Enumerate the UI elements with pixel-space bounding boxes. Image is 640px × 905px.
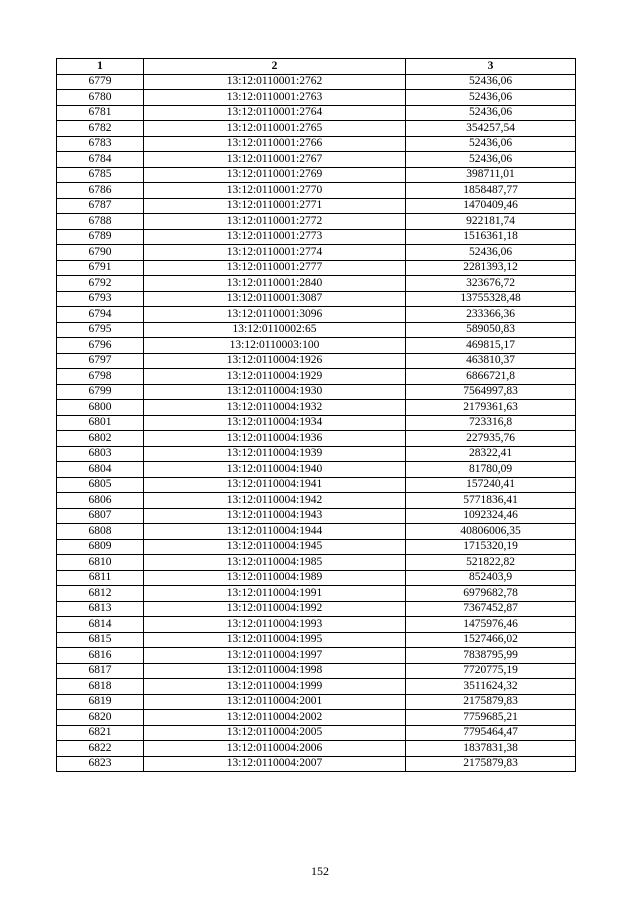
table-row xyxy=(57,198,576,214)
table-row xyxy=(57,617,576,633)
value-cell: 1516361,18 xyxy=(406,229,576,245)
value-cell: 233366,36 xyxy=(406,307,576,323)
table-body xyxy=(57,74,576,772)
value-cell: 398711,01 xyxy=(406,167,576,183)
cadastral-number-cell: 13:12:0110004:1998 xyxy=(144,663,406,679)
cadastral-number-cell: 13:12:0110004:1939 xyxy=(144,446,406,462)
table-row xyxy=(57,570,576,586)
cadastral-number-cell: 13:12:0110004:1985 xyxy=(144,555,406,571)
row-number-cell: 6805 xyxy=(57,477,144,493)
value-cell: 1715320,19 xyxy=(406,539,576,555)
row-number-cell: 6786 xyxy=(57,183,144,199)
cadastral-number-cell: 13:12:0110004:2001 xyxy=(144,694,406,710)
table-row xyxy=(57,694,576,710)
table-row xyxy=(57,756,576,772)
value-cell: 7367452,87 xyxy=(406,601,576,617)
row-number-cell: 6804 xyxy=(57,462,144,478)
cadastral-number-cell: 13:12:0110001:2777 xyxy=(144,260,406,276)
value-cell: 157240,41 xyxy=(406,477,576,493)
cadastral-number-cell: 13:12:0110001:2769 xyxy=(144,167,406,183)
table-row xyxy=(57,586,576,602)
cadastral-number-cell: 13:12:0110004:1942 xyxy=(144,493,406,509)
row-number-cell: 6812 xyxy=(57,586,144,602)
cadastral-number-cell: 13:12:0110001:2766 xyxy=(144,136,406,152)
cadastral-number-cell: 13:12:0110004:1926 xyxy=(144,353,406,369)
value-cell: 723316,8 xyxy=(406,415,576,431)
value-cell: 52436,06 xyxy=(406,74,576,90)
table-row xyxy=(57,648,576,664)
table-row xyxy=(57,710,576,726)
row-number-cell: 6796 xyxy=(57,338,144,354)
row-number-cell: 6815 xyxy=(57,632,144,648)
row-number-cell: 6792 xyxy=(57,276,144,292)
table-row xyxy=(57,555,576,571)
column-header-3: 3 xyxy=(406,59,576,75)
value-cell: 1092324,46 xyxy=(406,508,576,524)
value-cell: 1837831,38 xyxy=(406,741,576,757)
value-cell: 1475976,46 xyxy=(406,617,576,633)
cadastral-number-cell: 13:12:0110002:65 xyxy=(144,322,406,338)
value-cell: 52436,06 xyxy=(406,136,576,152)
row-number-cell: 6788 xyxy=(57,214,144,230)
table-row xyxy=(57,524,576,540)
table-row xyxy=(57,508,576,524)
row-number-cell: 6803 xyxy=(57,446,144,462)
value-cell: 521822,82 xyxy=(406,555,576,571)
row-number-cell: 6789 xyxy=(57,229,144,245)
cadastral-number-cell: 13:12:0110003:100 xyxy=(144,338,406,354)
table-row xyxy=(57,369,576,385)
table-row xyxy=(57,152,576,168)
table-row xyxy=(57,105,576,121)
row-number-cell: 6806 xyxy=(57,493,144,509)
table-row xyxy=(57,415,576,431)
row-number-cell: 6821 xyxy=(57,725,144,741)
row-number-cell: 6784 xyxy=(57,152,144,168)
row-number-cell: 6819 xyxy=(57,694,144,710)
cadastral-number-cell: 13:12:0110001:2764 xyxy=(144,105,406,121)
value-cell: 463810,37 xyxy=(406,353,576,369)
row-number-cell: 6814 xyxy=(57,617,144,633)
value-cell: 469815,17 xyxy=(406,338,576,354)
cadastral-number-cell: 13:12:0110004:2005 xyxy=(144,725,406,741)
row-number-cell: 6823 xyxy=(57,756,144,772)
page-number: 152 xyxy=(311,864,329,878)
value-cell: 2175879,83 xyxy=(406,756,576,772)
cadastral-number-cell: 13:12:0110001:2773 xyxy=(144,229,406,245)
value-cell: 922181,74 xyxy=(406,214,576,230)
row-number-cell: 6800 xyxy=(57,400,144,416)
table-row xyxy=(57,493,576,509)
row-number-cell: 6808 xyxy=(57,524,144,540)
table-row xyxy=(57,477,576,493)
table-row xyxy=(57,539,576,555)
value-cell: 3511624,32 xyxy=(406,679,576,695)
table-row xyxy=(57,74,576,90)
table-row xyxy=(57,725,576,741)
cadastral-number-cell: 13:12:0110001:2762 xyxy=(144,74,406,90)
cadastral-number-cell: 13:12:0110004:1943 xyxy=(144,508,406,524)
cadastral-number-cell: 13:12:0110004:1999 xyxy=(144,679,406,695)
table-row xyxy=(57,167,576,183)
cadastral-number-cell: 13:12:0110004:1995 xyxy=(144,632,406,648)
cadastral-number-cell: 13:12:0110004:2006 xyxy=(144,741,406,757)
value-cell: 7838795,99 xyxy=(406,648,576,664)
value-cell: 52436,06 xyxy=(406,152,576,168)
cadastral-value-table xyxy=(56,58,576,772)
row-number-cell: 6802 xyxy=(57,431,144,447)
cadastral-number-cell: 13:12:0110001:2774 xyxy=(144,245,406,261)
table-header-row xyxy=(57,59,576,75)
row-number-cell: 6797 xyxy=(57,353,144,369)
row-number-cell: 6779 xyxy=(57,74,144,90)
row-number-cell: 6816 xyxy=(57,648,144,664)
row-number-cell: 6793 xyxy=(57,291,144,307)
value-cell: 5771836,41 xyxy=(406,493,576,509)
row-number-cell: 6791 xyxy=(57,260,144,276)
table-row xyxy=(57,338,576,354)
cadastral-number-cell: 13:12:0110001:2767 xyxy=(144,152,406,168)
cadastral-number-cell: 13:12:0110004:1929 xyxy=(144,369,406,385)
row-number-cell: 6783 xyxy=(57,136,144,152)
row-number-cell: 6801 xyxy=(57,415,144,431)
table-row xyxy=(57,601,576,617)
table-row xyxy=(57,183,576,199)
table-row xyxy=(57,679,576,695)
table-row xyxy=(57,276,576,292)
cadastral-number-cell: 13:12:0110004:1991 xyxy=(144,586,406,602)
cadastral-number-cell: 13:12:0110004:1993 xyxy=(144,617,406,633)
row-number-cell: 6780 xyxy=(57,90,144,106)
value-cell: 7795464,47 xyxy=(406,725,576,741)
value-cell: 52436,06 xyxy=(406,245,576,261)
value-cell: 6979682,78 xyxy=(406,586,576,602)
value-cell: 2281393,12 xyxy=(406,260,576,276)
row-number-cell: 6785 xyxy=(57,167,144,183)
table-row xyxy=(57,353,576,369)
table-row xyxy=(57,229,576,245)
row-number-cell: 6794 xyxy=(57,307,144,323)
row-number-cell: 6810 xyxy=(57,555,144,571)
table-row xyxy=(57,446,576,462)
table-row xyxy=(57,291,576,307)
value-cell: 1470409,46 xyxy=(406,198,576,214)
value-cell: 2179361,63 xyxy=(406,400,576,416)
row-number-cell: 6782 xyxy=(57,121,144,137)
cadastral-number-cell: 13:12:0110004:1992 xyxy=(144,601,406,617)
table-row xyxy=(57,322,576,338)
table-row xyxy=(57,245,576,261)
row-number-cell: 6781 xyxy=(57,105,144,121)
cadastral-number-cell: 13:12:0110004:1936 xyxy=(144,431,406,447)
table-row xyxy=(57,136,576,152)
row-number-cell: 6799 xyxy=(57,384,144,400)
table-row xyxy=(57,90,576,106)
column-header-1: 1 xyxy=(57,59,144,75)
cadastral-number-cell: 13:12:0110004:1941 xyxy=(144,477,406,493)
table-row xyxy=(57,431,576,447)
value-cell: 2175879,83 xyxy=(406,694,576,710)
table-row xyxy=(57,307,576,323)
value-cell: 323676,72 xyxy=(406,276,576,292)
cadastral-number-cell: 13:12:0110001:2765 xyxy=(144,121,406,137)
value-cell: 1527466,02 xyxy=(406,632,576,648)
row-number-cell: 6798 xyxy=(57,369,144,385)
value-cell: 40806006,35 xyxy=(406,524,576,540)
cadastral-number-cell: 13:12:0110001:2840 xyxy=(144,276,406,292)
row-number-cell: 6807 xyxy=(57,508,144,524)
cadastral-number-cell: 13:12:0110001:2772 xyxy=(144,214,406,230)
value-cell: 852403,9 xyxy=(406,570,576,586)
row-number-cell: 6822 xyxy=(57,741,144,757)
row-number-cell: 6817 xyxy=(57,663,144,679)
cadastral-number-cell: 13:12:0110001:2770 xyxy=(144,183,406,199)
cadastral-number-cell: 13:12:0110001:3087 xyxy=(144,291,406,307)
value-cell: 7720775,19 xyxy=(406,663,576,679)
cadastral-number-cell: 13:12:0110004:1944 xyxy=(144,524,406,540)
row-number-cell: 6795 xyxy=(57,322,144,338)
row-number-cell: 6820 xyxy=(57,710,144,726)
value-cell: 13755328,48 xyxy=(406,291,576,307)
cadastral-number-cell: 13:12:0110004:1932 xyxy=(144,400,406,416)
value-cell: 52436,06 xyxy=(406,105,576,121)
cadastral-number-cell: 13:12:0110001:3096 xyxy=(144,307,406,323)
table-row xyxy=(57,384,576,400)
cadastral-number-cell: 13:12:0110004:1989 xyxy=(144,570,406,586)
value-cell: 7759685,21 xyxy=(406,710,576,726)
cadastral-number-cell: 13:12:0110004:2007 xyxy=(144,756,406,772)
cadastral-number-cell: 13:12:0110004:1930 xyxy=(144,384,406,400)
value-cell: 589050,83 xyxy=(406,322,576,338)
cadastral-number-cell: 13:12:0110004:1997 xyxy=(144,648,406,664)
row-number-cell: 6790 xyxy=(57,245,144,261)
cadastral-number-cell: 13:12:0110001:2771 xyxy=(144,198,406,214)
row-number-cell: 6809 xyxy=(57,539,144,555)
value-cell: 81780,09 xyxy=(406,462,576,478)
table-row xyxy=(57,632,576,648)
table-row xyxy=(57,462,576,478)
table-row xyxy=(57,741,576,757)
cadastral-number-cell: 13:12:0110004:1945 xyxy=(144,539,406,555)
value-cell: 354257,54 xyxy=(406,121,576,137)
row-number-cell: 6813 xyxy=(57,601,144,617)
value-cell: 6866721,8 xyxy=(406,369,576,385)
table-row xyxy=(57,214,576,230)
cadastral-number-cell: 13:12:0110004:1934 xyxy=(144,415,406,431)
value-cell: 7564997,83 xyxy=(406,384,576,400)
value-cell: 28322,41 xyxy=(406,446,576,462)
value-cell: 1858487,77 xyxy=(406,183,576,199)
row-number-cell: 6811 xyxy=(57,570,144,586)
table-row xyxy=(57,260,576,276)
table-row xyxy=(57,121,576,137)
row-number-cell: 6787 xyxy=(57,198,144,214)
row-number-cell: 6818 xyxy=(57,679,144,695)
cadastral-number-cell: 13:12:0110001:2763 xyxy=(144,90,406,106)
cadastral-number-cell: 13:12:0110004:2002 xyxy=(144,710,406,726)
value-cell: 52436,06 xyxy=(406,90,576,106)
value-cell: 227935,76 xyxy=(406,431,576,447)
table-row xyxy=(57,400,576,416)
cadastral-number-cell: 13:12:0110004:1940 xyxy=(144,462,406,478)
table-row xyxy=(57,663,576,679)
column-header-2: 2 xyxy=(144,59,406,75)
